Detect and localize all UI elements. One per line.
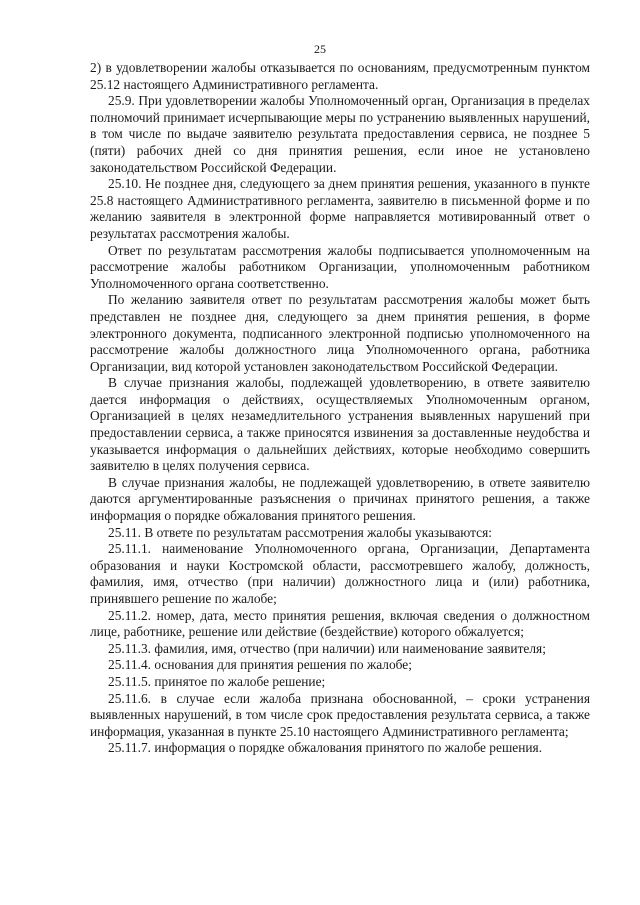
- paragraph: 25.11.6. в случае если жалоба признана обоснованной, – сроки устранения выявленных нарушений, в том числе срок предоставления результата сервиса, а также информация, указанная в пункте 25.10 настоящего Административного регламента;: [90, 690, 590, 739]
- paragraph: 25.11.4. основания для принятия решения по жалобе;: [108, 657, 412, 673]
- document-body: [90, 60, 590, 757]
- paragraph: 25.9. При удовлетворении жалобы Уполномоченный орган, Организация в пределах полномочий принимает исчерпывающие меры по устранению выявленных нарушений, в том числе по выдаче заявителю результата предоставления сервиса, не позднее 5 (пяти) рабочих дней со дня принятия решения, если иное не установлено законодательством Российской Федерации.: [90, 93, 590, 175]
- paragraph: 25.11.2. номер, дата, место принятия решения, включая сведения о должностном лице, работнике, решение или действие (бездействие) которого обжалуется;: [90, 607, 590, 640]
- paragraph: Ответ по результатам рассмотрения жалобы подписывается уполномоченным на рассмотрение жалобы работником Организации, уполномоченным работником Уполномоченного органа соответственно.: [90, 242, 590, 291]
- paragraph: В случае признания жалобы, не подлежащей удовлетворению, в ответе заявителю даются аргументированные разъяснения о причинах принятого решения, а также информация о порядке обжалования принятого решения.: [90, 474, 590, 524]
- paragraph: 25.10. Не позднее дня, следующего за днем принятия решения, указанного в пункте 25.8 настоящего Административного регламента, заявителю в письменной форме и по желанию заявителя в электронной форме направляется мотивированный ответ о результатах рассмотрения жалобы.: [90, 176, 590, 241]
- paragraph: В случае признания жалобы, подлежащей удовлетворению, в ответе заявителю дается информация о действиях, осуществляемых Уполномоченным органом, Организацией в целях незамедлительного устранения выявленных нарушений при предоставлении сервиса, а также приносятся извинения за доставленные неудобства и указывается информация о дальнейших действиях, которые необходимо совершить заявителю в целях получения сервиса.: [90, 375, 590, 474]
- page-number: 25: [314, 42, 326, 56]
- paragraph: 2) в удовлетворении жалобы отказывается по основаниям, предусмотренным пунктом 25.12 настоящего Административного регламента.: [90, 60, 590, 92]
- paragraph: 25.11.7. информация о порядке обжалования принятого по жалобе решения.: [108, 740, 543, 756]
- paragraph: 25.11.3. фамилия, имя, отчество (при наличии) или наименование заявителя;: [108, 640, 546, 656]
- paragraph: 25.11. В ответе по результатам рассмотрения жалобы указываются:: [108, 524, 492, 540]
- paragraph: 25.11.5. принятое по жалобе решение;: [108, 673, 326, 689]
- paragraph: По желанию заявителя ответ по результатам рассмотрения жалобы может быть представлен не позднее дня, следующего за днем принятия решения, в форме электронного документа, подписанного электронной подписью уполномоченного на рассмотрение жалобы должностного лица Уполномоченного органа, работника Организации, вид которой установлен законодательством Российской Федерации.: [90, 292, 590, 374]
- paragraph: 25.11.1. наименование Уполномоченного органа, Организации, Департамента образования и науки Костромской области, рассмотревшего жалобу, должность, фамилия, имя, отчество (при наличии) должностного лица и (или) работника, принявшего решение по жалобе;: [90, 541, 590, 606]
